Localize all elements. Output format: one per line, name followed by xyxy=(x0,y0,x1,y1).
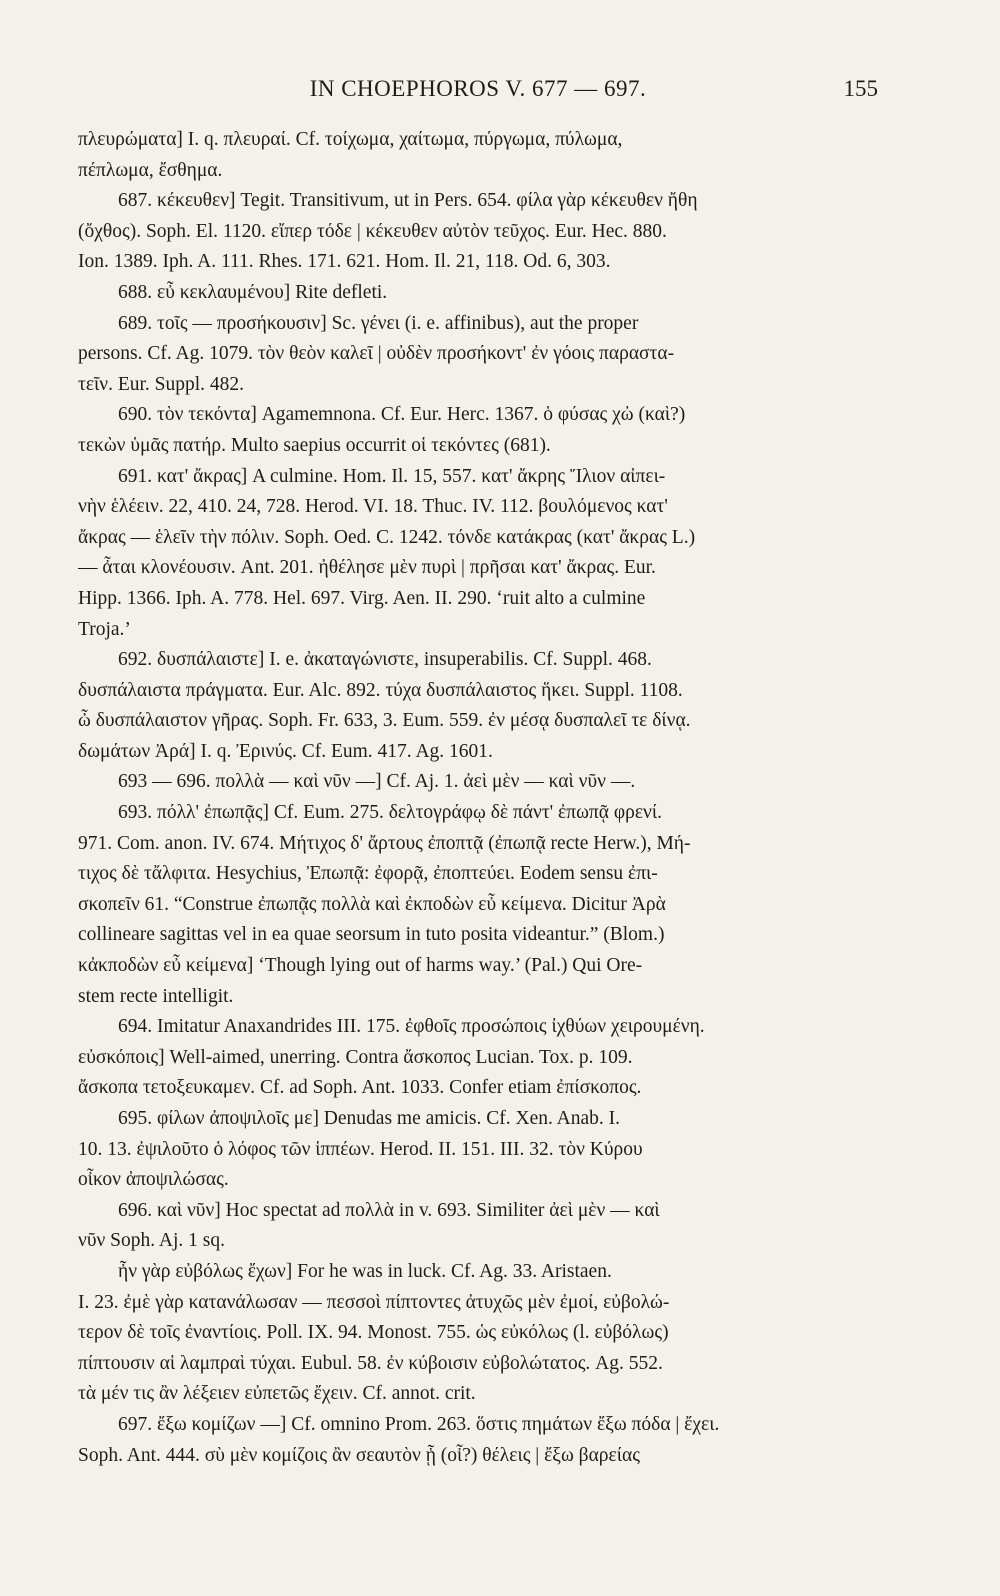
text-line: τιχος δὲ τἄλφιτα. Hesychius, Ἐπωπᾷ: ἐφορᾷ, ἐποπτεύει. Eodem sensu ἐπι- xyxy=(78,863,658,885)
text-line: 693 — 696. πολλὰ — καὶ νῦν —] Cf. Aj. 1. ἀεὶ μὲν — καὶ νῦν —. xyxy=(118,771,636,793)
text-line: 971. Com. anon. IV. 674. Μήτιχος δ' ἄρτους ἐποπτᾷ (ἐπωπᾷ recte Herw.), Μή- xyxy=(78,832,691,854)
text-line: οἶκον ἀποψιλώσας. xyxy=(78,1169,229,1191)
text-line: νῦν Soph. Aj. 1 sq. xyxy=(78,1230,226,1252)
text-line: persons. Cf. Ag. 1079. τὸν θεὸν καλεῖ | οὐδὲν προσήκοντ' ἐν γόοις παραστα- xyxy=(78,343,675,365)
text-line: 692. δυσπάλαιστε] I. e. ἀκαταγώνιστε, insuperabilis. Cf. Suppl. 468. xyxy=(118,649,652,671)
text-line: εὐσκόποις] Well-aimed, unerring. Contra ἄσκοπος Lucian. Tox. p. 109. xyxy=(78,1046,633,1068)
text-line: collineare sagittas vel in ea quae seorsum in tuto posita videantur.” (Blom.) xyxy=(78,924,665,946)
text-line: 697. ἔξω κομίζων —] Cf. omnino Prom. 263. ὅστις πημάτων ἔξω πόδα | ἔχει. xyxy=(118,1413,720,1435)
text-line: 10. 13. ἐψιλοῦτο ὁ λόφος τῶν ἱππέων. Herod. II. 151. III. 32. τὸν Κύρου xyxy=(78,1138,643,1160)
text-line: τερον δὲ τοῖς ἐναντίοις. Poll. IX. 94. Monost. 755. ὡς εὐκόλως (l. εὐβόλως) xyxy=(78,1322,669,1344)
text-line: τεῖν. Eur. Suppl. 482. xyxy=(78,373,245,395)
text-line: Troja.’ xyxy=(78,618,131,640)
text-line: πλευρώματα] I. q. πλευραί. Cf. τοίχωμα, χαίτωμα, πύργωμα, πύλωμα, xyxy=(78,129,623,150)
text-line: ὦ δυσπάλαιστον γῆρας. Soph. Fr. 633, 3. Eum. 559. ἐν μέσᾳ δυσπαλεῖ τε δίνᾳ. xyxy=(78,710,691,732)
text-line: 689. τοῖς — προσήκουσιν] Sc. γένει (i. e. affinibus), aut the proper xyxy=(118,312,639,334)
text-line: τεκὼν ὑμᾶς πατήρ. Multo saepius occurrit οἱ τεκόντες (681). xyxy=(78,434,551,456)
text-line: 688. εὖ κεκλαυμένου] Rite defleti. xyxy=(118,281,388,303)
text-line: 687. κέκευθεν] Tegit. Transitivum, ut in Pers. 654. φίλα γὰρ κέκευθεν ἤθη xyxy=(118,190,698,212)
text-line: Hipp. 1366. Iph. A. 778. Hel. 697. Virg. Aen. II. 290. ‘ruit alto a culmine xyxy=(78,587,646,609)
text-line: πίπτουσιν αἱ λαμπραὶ τύχαι. Eubul. 58. ἐν κύβοισιν εὐβολώτατος. Ag. 552. xyxy=(78,1352,663,1374)
text-line: ἦν γὰρ εὐβόλως ἔχων] For he was in luck. Cf. Ag. 33. Aristaen. xyxy=(118,1260,612,1282)
text-line: ἄσκοπα τετοξευκαμεν. Cf. ad Soph. Ant. 1033. Confer etiam ἐπίσκοπος. xyxy=(78,1077,642,1099)
text-line: νὴν ἑλέειν. 22, 410. 24, 728. Herod. VI. 18. Thuc. IV. 112. βουλόμενος κατ' xyxy=(78,496,668,518)
text-line: Ion. 1389. Iph. A. 111. Rhes. 171. 621. Hom. Il. 21, 118. Od. 6, 303. xyxy=(78,251,611,273)
text-line: κἀκποδὼν εὖ κείμενα] ‘Though lying out of harms way.’ (Pal.) Qui Ore- xyxy=(78,955,643,977)
text-line: ἄκρας — ἑλεῖν τὴν πόλιν. Soph. Oed. C. 1242. τόνδε κατάκρας (κατ' ἄκρας L.) xyxy=(78,526,696,548)
text-line: (ὄχθος). Soph. El. 1120. εἴπερ τόδε | κέκευθεν αὐτὸν τεῦχος. Eur. Hec. 880. xyxy=(78,220,667,242)
running-title: IN CHOEPHOROS V. 677 — 697. xyxy=(309,76,647,101)
page-number: 155 xyxy=(843,76,878,101)
text-line: 693. πόλλ' ἐπωπᾷς] Cf. Eum. 275. δελτογράφῳ δὲ πάντ' ἐπωπᾷ φρενί. xyxy=(118,802,662,824)
running-head xyxy=(78,76,878,106)
text-line: Soph. Ant. 444. σὺ μὲν κομίζοις ἂν σεαυτὸν ᾗ (οἷ?) θέλεις | ἔξω βαρείας xyxy=(78,1444,640,1466)
text-line: δυσπάλαιστα πράγματα. Eur. Alc. 892. τύχα δυσπάλαιστος ἥκει. Suppl. 1108. xyxy=(78,679,683,701)
text-line: — ἆται κλονέουσιν. Ant. 201. ἠθέλησε μὲν πυρὶ | πρῆσαι κατ' ἄκρας. Eur. xyxy=(78,557,656,579)
text-line: stem recte intelligit. xyxy=(78,985,234,1007)
text-line: 694. Imitatur Anaxandrides III. 175. ἐφθοῖς προσώποις ἰχθύων χειρουμένη. xyxy=(118,1016,705,1038)
text-line: δωμάτων Ἀρά] I. q. Ἐρινύς. Cf. Eum. 417. Ag. 1601. xyxy=(78,740,493,762)
text-line: 690. τὸν τεκόντα] Agamemnona. Cf. Eur. Herc. 1367. ὁ φύσας χὠ (καὶ?) xyxy=(118,404,686,426)
text-line: I. 23. ἐμὲ γὰρ κατανάλωσαν — πεσσοὶ πίπτοντες ἀτυχῶς μὲν ἐμοί, εὐβολώ- xyxy=(78,1291,670,1313)
text-line: 696. καὶ νῦν] Hoc spectat ad πολλὰ in v. 693. Similiter ἀεὶ μὲν — καὶ xyxy=(118,1199,660,1221)
text-line: 695. φίλων ἀποψιλοῖς με] Denudas me amicis. Cf. Xen. Anab. I. xyxy=(118,1108,621,1129)
text-line: σκοπεῖν 61. “Construe ἐπωπᾷς πολλὰ καὶ ἐκποδὼν εὖ κείμενα. Dicitur Ἀρὰ xyxy=(78,893,666,915)
text-line: πέπλωμα, ἔσθημα. xyxy=(78,159,223,181)
text-line: τὰ μέν τις ἂν λέξειεν εὐπετῶς ἔχειν. Cf. annot. crit. xyxy=(78,1383,476,1405)
commentary-body xyxy=(78,125,878,1471)
text-line: 691. κατ' ἄκρας] A culmine. Hom. Il. 15, 557. κατ' ἄκρης Ἴλιον αἰπει- xyxy=(118,465,666,487)
